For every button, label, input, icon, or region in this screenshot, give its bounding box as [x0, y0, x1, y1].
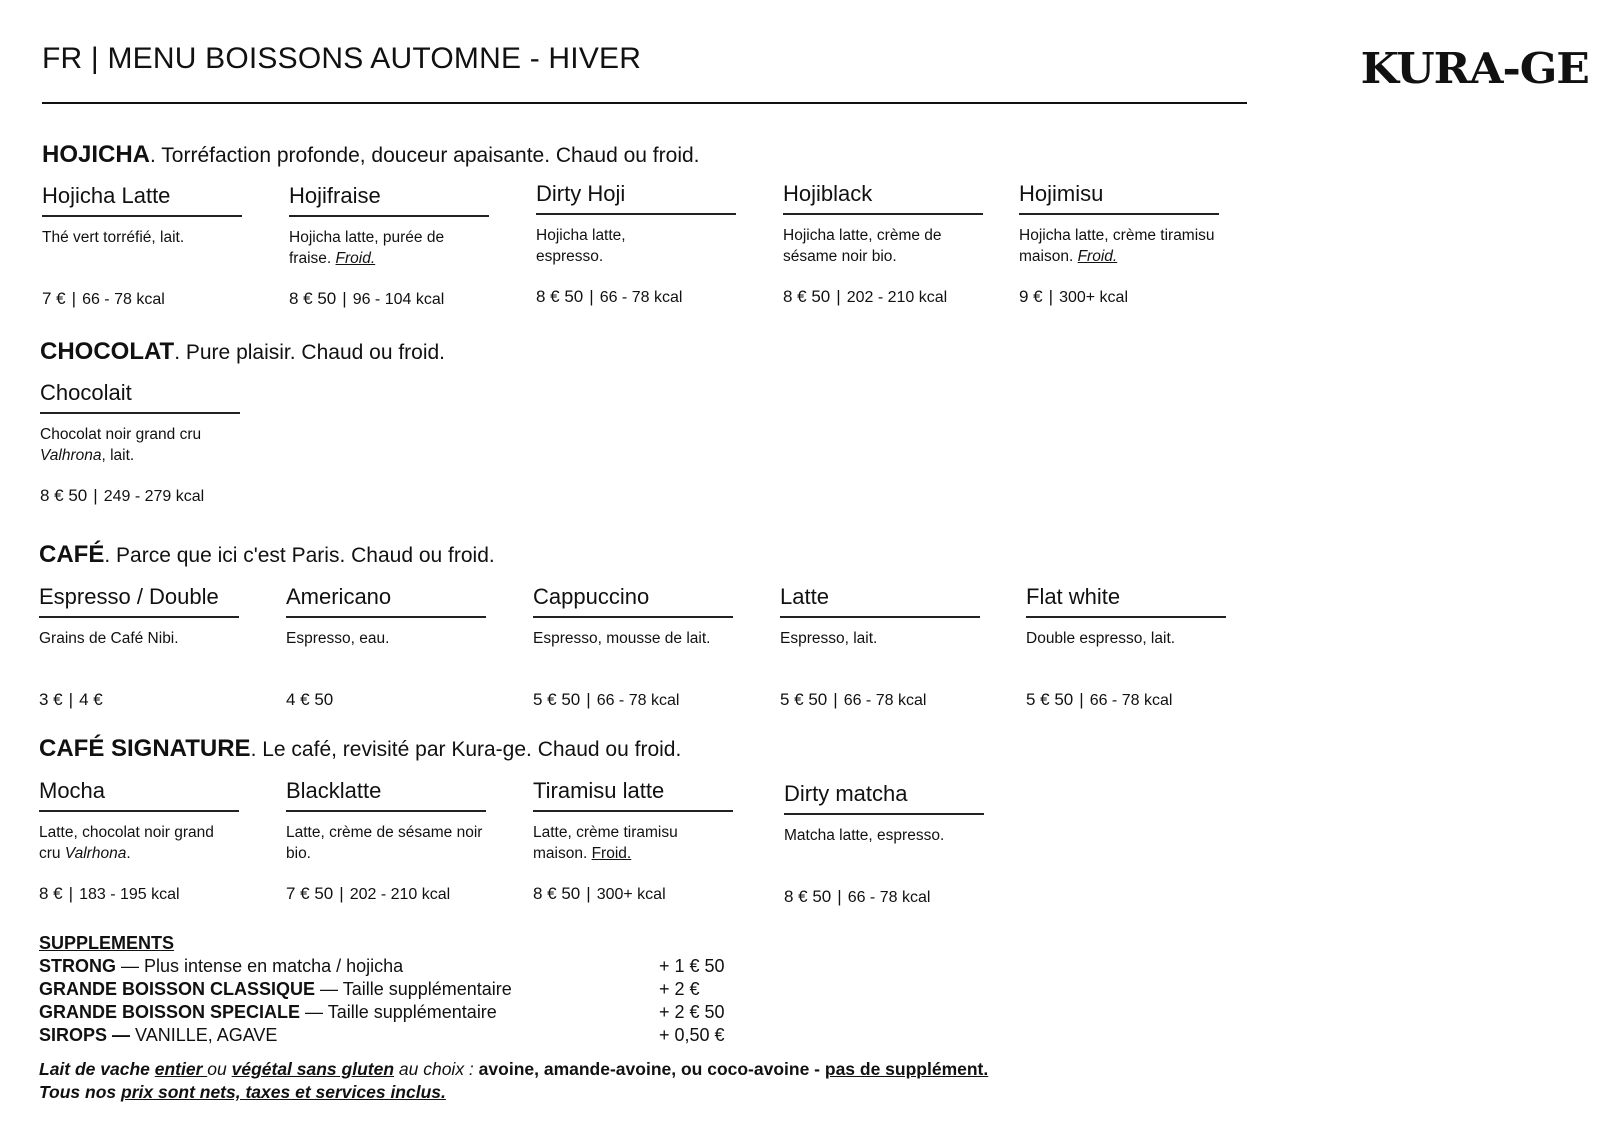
item-kcal: 66 - 78 kcal — [596, 692, 680, 709]
item-price-line: 8 € 50 | 249 - 279 kcal — [40, 486, 205, 505]
item-price-double: 4 € — [79, 690, 103, 709]
menu-item-blacklatte — [286, 778, 486, 904]
supplement-label: SIROPS — — [39, 1025, 131, 1045]
item-name: Mocha — [39, 778, 239, 812]
item-name: Americano — [286, 584, 486, 618]
section-name: HOJICHA — [42, 141, 151, 168]
supplement-label: GRANDE BOISSON SPECIALE — [39, 1002, 301, 1022]
supplement-row — [39, 978, 739, 1001]
header-divider — [42, 102, 1247, 104]
item-price-line: 7 € 50 | 202 - 210 kcal — [286, 884, 451, 903]
section-name: CHOCOLAT — [40, 338, 175, 365]
supplement-price: + 2 € — [659, 979, 700, 999]
menu-item-americano — [286, 584, 486, 710]
desc-end: . — [126, 845, 131, 862]
desc-text: Hojicha latte, crème de sésame noir bio. — [783, 227, 942, 265]
item-description — [39, 628, 239, 690]
desc-text: Espresso, eau. — [286, 630, 390, 647]
item-price: 8 € 50 — [533, 884, 581, 903]
brand-logo: KURA-GE — [1360, 44, 1589, 93]
section-tagline: . Parce que ici c'est Paris. Chaud ou froid. — [104, 544, 495, 567]
desc-text: Grains de Café Nibi. — [39, 630, 179, 647]
note-text: ou — [207, 1059, 232, 1079]
supplement-label: GRANDE BOISSON CLASSIQUE — [39, 979, 316, 999]
item-description — [783, 225, 983, 287]
desc-end: , lait. — [101, 447, 135, 464]
desc-text: Thé vert torréfié, lait. — [42, 229, 185, 246]
item-price: 5 € 50 — [533, 690, 581, 709]
item-price-line: 8 € 50 | 202 - 210 kcal — [783, 287, 948, 306]
item-price: 8 € 50 — [783, 287, 831, 306]
cold-note: Froid. — [1077, 248, 1118, 265]
desc-text: Double espresso, lait. — [1026, 630, 1176, 647]
item-description — [1026, 628, 1226, 690]
note-text: Tous nos — [39, 1082, 121, 1102]
section-heading-hojicha — [42, 141, 700, 169]
item-kcal: 66 - 78 kcal — [82, 291, 165, 308]
item-price-line: 5 € 50 | 66 - 78 kcal — [1026, 690, 1173, 709]
item-kcal: 66 - 78 kcal — [843, 692, 927, 709]
supplement-row — [39, 955, 739, 978]
item-name: Tiramisu latte — [533, 778, 733, 812]
item-price: 7 € 50 — [286, 884, 334, 903]
supplements-list — [39, 932, 739, 1047]
desc-text: Matcha latte, espresso. — [784, 827, 945, 844]
item-name: Hojiblack — [783, 181, 983, 215]
item-description — [286, 628, 486, 690]
section-heading-chocolat — [40, 338, 445, 366]
desc-text: Espresso, mousse de lait. — [533, 630, 711, 647]
item-price-line: 8 € 50 | 66 - 78 kcal — [784, 887, 931, 906]
item-price-line: 3 € | 4 € — [39, 690, 103, 709]
item-description — [536, 225, 676, 287]
item-name: Dirty Hoji — [536, 181, 736, 215]
item-description — [42, 227, 242, 289]
section-heading-cafe — [39, 541, 495, 569]
menu-item-dirty-matcha — [784, 781, 984, 907]
item-name: Hojicha Latte — [42, 183, 242, 217]
note-text: Lait de vache — [39, 1059, 155, 1079]
item-description — [533, 628, 733, 690]
desc-text: Latte, crème de sésame noir bio. — [286, 824, 483, 862]
menu-item-hojifraise — [289, 183, 489, 309]
section-tagline: . Le café, revisité par Kura-ge. Chaud ou froid. — [250, 738, 682, 761]
supplements-title: SUPPLEMENTS — [39, 933, 175, 953]
item-name: Flat white — [1026, 584, 1226, 618]
desc-text: Espresso, lait. — [780, 630, 878, 647]
brand-name: Valrhona — [64, 845, 127, 862]
item-price-single: 3 € — [39, 690, 63, 709]
item-price: 5 € 50 — [1026, 690, 1074, 709]
menu-item-chocolait — [40, 380, 240, 506]
menu-title: FR | MENU BOISSONS AUTOMNE - HIVER — [42, 42, 642, 75]
item-price-line: 9 € | 300+ kcal — [1019, 287, 1128, 306]
supplement-row — [39, 1001, 739, 1024]
desc-text: Chocolat noir grand cru — [40, 426, 202, 443]
item-price: 8 € 50 — [40, 486, 88, 505]
supplement-label: STRONG — [39, 956, 117, 976]
item-price-line — [286, 690, 486, 710]
note-text: végétal sans gluten — [231, 1059, 395, 1079]
supplement-price: + 1 € 50 — [659, 956, 725, 976]
item-price-line: 8 € | 183 - 195 kcal — [39, 884, 180, 903]
item-name: Latte — [780, 584, 980, 618]
item-price-line: 8 € 50 | 66 - 78 kcal — [536, 287, 683, 306]
item-price: 8 € 50 — [536, 287, 584, 306]
item-price: 9 € — [1019, 287, 1043, 306]
menu-item-mocha — [39, 778, 239, 904]
desc-text: Latte, crème tiramisu maison. — [533, 824, 678, 862]
menu-item-flat-white — [1026, 584, 1226, 710]
item-name: Espresso / Double — [39, 584, 239, 618]
menu-item-hojiblack — [783, 181, 983, 307]
item-price: 5 € 50 — [780, 690, 828, 709]
item-description — [780, 628, 980, 690]
cold-note: Froid. — [335, 250, 376, 267]
item-kcal: 202 - 210 kcal — [349, 886, 451, 903]
supplement-price: + 0,50 € — [659, 1025, 725, 1045]
item-kcal: 96 - 104 kcal — [352, 291, 445, 308]
item-description — [286, 822, 486, 884]
item-kcal: 66 - 78 kcal — [847, 889, 931, 906]
item-kcal: 202 - 210 kcal — [846, 289, 948, 306]
item-description — [40, 424, 240, 486]
section-tagline: . Pure plaisir. Chaud ou froid. — [174, 341, 446, 364]
item-price-line: 7 € | 66 - 78 kcal — [42, 289, 165, 308]
desc-text: Hojicha latte, crème tiramisu maison. — [1019, 227, 1215, 265]
menu-item-tiramisu-latte — [533, 778, 733, 904]
supplement-row — [39, 1024, 739, 1047]
menu-item-hojimisu — [1019, 181, 1219, 307]
item-description — [784, 825, 984, 887]
item-price-line: 5 € 50 | 66 - 78 kcal — [780, 690, 927, 709]
item-description — [289, 227, 489, 289]
item-price: 7 € — [42, 289, 66, 308]
desc-text: Latte, chocolat noir grand cru — [39, 824, 214, 862]
menu-item-cappuccino — [533, 584, 733, 710]
section-tagline: . Torréfaction profonde, douceur apaisante. Chaud ou froid. — [150, 144, 700, 167]
menu-item-hojicha-latte — [42, 183, 242, 309]
brand-name: Valhrona — [40, 447, 102, 464]
note-text: pas de supplément. — [824, 1059, 989, 1079]
supplement-detail: — Taille supplémentaire — [300, 1002, 497, 1022]
footer-notes — [39, 1058, 988, 1104]
item-kcal: 249 - 279 kcal — [103, 488, 205, 505]
desc-text: Hojicha latte, purée de fraise. — [289, 229, 445, 267]
note-text: prix sont nets, taxes et services inclus. — [121, 1082, 446, 1102]
item-kcal: 300+ kcal — [1059, 289, 1128, 306]
menu-item-latte — [780, 584, 980, 710]
item-price: 4 € 50 — [286, 690, 334, 709]
item-kcal: 183 - 195 kcal — [79, 886, 180, 903]
item-price-line: 8 € 50 | 300+ kcal — [533, 884, 666, 903]
milk-note — [39, 1058, 988, 1081]
price-note — [39, 1081, 988, 1104]
menu-item-dirty-hoji — [536, 181, 736, 307]
item-price-line: 8 € 50 | 96 - 104 kcal — [289, 289, 445, 308]
section-name: CAFÉ SIGNATURE — [39, 735, 251, 762]
item-price: 8 € — [39, 884, 63, 903]
note-text: avoine, amande-avoine, ou coco-avoine - — [478, 1059, 825, 1079]
item-name: Hojifraise — [289, 183, 489, 217]
item-kcal: 66 - 78 kcal — [599, 289, 683, 306]
item-description — [533, 822, 733, 884]
item-name: Chocolait — [40, 380, 240, 414]
supplement-detail: — Taille supplémentaire — [315, 979, 512, 999]
item-kcal: 66 - 78 kcal — [1089, 692, 1173, 709]
item-name: Hojimisu — [1019, 181, 1219, 215]
supplement-price: + 2 € 50 — [659, 1002, 725, 1022]
note-text: au choix : — [394, 1059, 479, 1079]
item-description — [39, 822, 239, 884]
item-price: 8 € 50 — [289, 289, 337, 308]
item-name: Cappuccino — [533, 584, 733, 618]
item-kcal: 300+ kcal — [596, 886, 666, 903]
item-description — [1019, 225, 1219, 287]
supplement-detail: VANILLE, AGAVE — [130, 1025, 278, 1045]
supplement-detail: — Plus intense en matcha / hojicha — [116, 956, 404, 976]
item-name: Dirty matcha — [784, 781, 984, 815]
desc-text: Hojicha latte, espresso. — [536, 227, 626, 265]
menu-item-espresso — [39, 584, 239, 710]
item-price-line: 5 € 50 | 66 - 78 kcal — [533, 690, 680, 709]
item-name: Blacklatte — [286, 778, 486, 812]
item-price: 8 € 50 — [784, 887, 832, 906]
section-name: CAFÉ — [39, 541, 105, 568]
section-heading-signature — [39, 735, 681, 763]
cold-note: Froid. — [591, 845, 632, 862]
note-text: entier — [154, 1059, 208, 1079]
